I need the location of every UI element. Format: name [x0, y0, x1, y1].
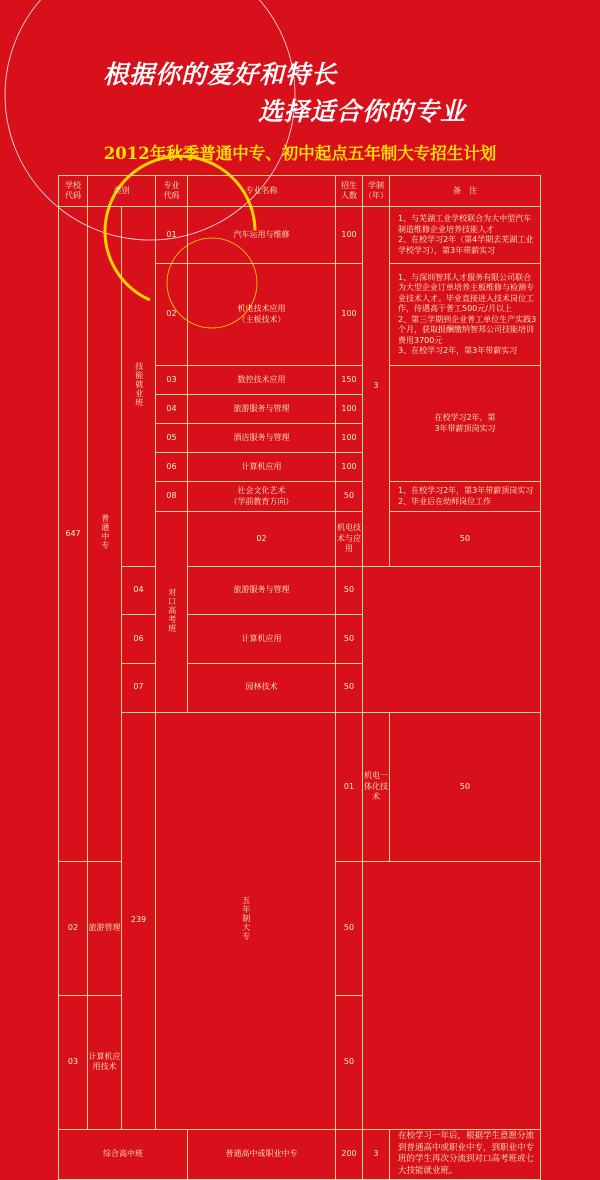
group-skills-employment: 技能就业班	[122, 207, 156, 567]
major-code: 07	[122, 663, 156, 712]
major-code: 04	[122, 566, 156, 615]
enrollment-count: 50	[336, 615, 363, 664]
slogan-line-1: 根据你的爱好和特长	[103, 60, 338, 89]
major-code: 05	[156, 424, 188, 453]
enrollment-count: 50	[390, 712, 541, 862]
header-major-name: 专业名称	[188, 176, 336, 207]
major-code: 01	[156, 207, 188, 264]
category-general-vocational: 普通中专	[88, 207, 122, 862]
major-code: 06	[156, 453, 188, 482]
major-code: 02	[156, 264, 188, 366]
major-name: 旅游服务与管理	[188, 566, 336, 615]
enrollment-count: 50	[336, 862, 363, 996]
table-row	[59, 207, 541, 264]
header-enrollment: 招生 人数	[336, 176, 363, 207]
category-comprehensive-high-school: 综合高中班	[59, 1129, 188, 1179]
header-school-code: 学校 代码	[59, 176, 88, 207]
table-row	[59, 712, 541, 862]
header-duration: 学制 （年）	[363, 176, 390, 207]
table-row	[59, 663, 541, 712]
major-name: 社会文化艺术 （学前教育方向）	[188, 482, 336, 512]
remark-cell: 在校学习一年后，根据学生意愿分流到普通高中或职业中专，到职业中专班的学生再次分流到对口高考班或七大技能就业班。	[390, 1129, 541, 1179]
group-exam-prep: 对口高考班	[156, 512, 188, 713]
major-code: 04	[156, 395, 188, 424]
major-name: 普通高中或职业中专	[188, 1129, 336, 1179]
enrollment-count: 200	[336, 1129, 363, 1179]
major-name: 机电一体化技术	[363, 712, 390, 862]
major-name: 旅游服务与管理	[188, 395, 336, 424]
major-code: 03	[156, 366, 188, 395]
enrollment-count: 100	[336, 207, 363, 264]
remark-cell: 在校学习2年，第 3年带薪顶岗实习	[390, 366, 541, 482]
enrollment-count: 100	[336, 395, 363, 424]
header-major-code: 专业 代码	[156, 176, 188, 207]
major-code: 03	[59, 995, 88, 1129]
major-name: 计算机应用技术	[88, 995, 122, 1129]
category-five-year-college: 五年制大专	[156, 712, 336, 1129]
major-code: 08	[156, 482, 188, 512]
remark-cell: 1、与深圳智邦人才服务有限公司联合为大型企业订单培养主板维修与检测专业技术人才。毕业直接进入技术岗位工作，待遇高于普工500元/月以上 2、第三学期到企业普工单位生产实践3个月，获取报酬缴纳智邦公司技能培训费用3700元 3、在校学习2年，第3年带薪实习	[390, 264, 541, 366]
major-code: 02	[188, 512, 336, 567]
enrollment-count: 150	[336, 366, 363, 395]
enrollment-count: 50	[336, 663, 363, 712]
major-name: 数控技术应用	[188, 366, 336, 395]
slogan-line-2: 选择适合你的专业	[258, 97, 467, 126]
major-name: 园林技术	[188, 663, 336, 712]
enrollment-count: 50	[336, 566, 363, 615]
major-code: 01	[336, 712, 363, 862]
school-code-239: 239	[122, 712, 156, 1129]
major-name: 酒店服务与管理	[188, 424, 336, 453]
table-row	[59, 566, 541, 615]
major-name: 机电技术与应用	[336, 512, 363, 567]
major-name: 计算机应用	[188, 453, 336, 482]
table-row	[59, 615, 541, 664]
duration-value: 3	[363, 1129, 390, 1179]
enrollment-count: 100	[336, 424, 363, 453]
header-category: 类别	[88, 176, 156, 207]
major-name: 旅游管理	[88, 862, 122, 996]
remark-cell: 1、在校学习2年，第3年带薪顶岗实习 2、毕业后在幼师岗位工作	[390, 482, 541, 512]
enrollment-plan-table	[58, 175, 541, 1180]
enrollment-count: 50	[336, 482, 363, 512]
page-title: 2012年秋季普通中专、初中起点五年制大专招生计划	[103, 144, 497, 163]
major-code: 02	[59, 862, 88, 996]
major-name: 机电技术应用 （主板技术）	[188, 264, 336, 366]
table-header-row	[59, 176, 541, 207]
major-name: 计算机应用	[188, 615, 336, 664]
enrollment-count: 50	[336, 995, 363, 1129]
remark-cell: 1、与芜湖工业学校联合为大中型汽车制造维修企业培养技能人才 2、在校学习2年（第4学期去芜湖工业学校学习），第3年带薪实习	[390, 207, 541, 264]
table-row	[59, 1129, 541, 1179]
duration-value: 3	[363, 207, 390, 567]
enrollment-count: 100	[336, 453, 363, 482]
header-remarks: 备 注	[390, 176, 541, 207]
enrollment-count: 50	[390, 512, 541, 567]
major-code: 06	[122, 615, 156, 664]
enrollment-count: 100	[336, 264, 363, 366]
school-code-647: 647	[59, 207, 88, 862]
major-name: 汽车运用与维修	[188, 207, 336, 264]
